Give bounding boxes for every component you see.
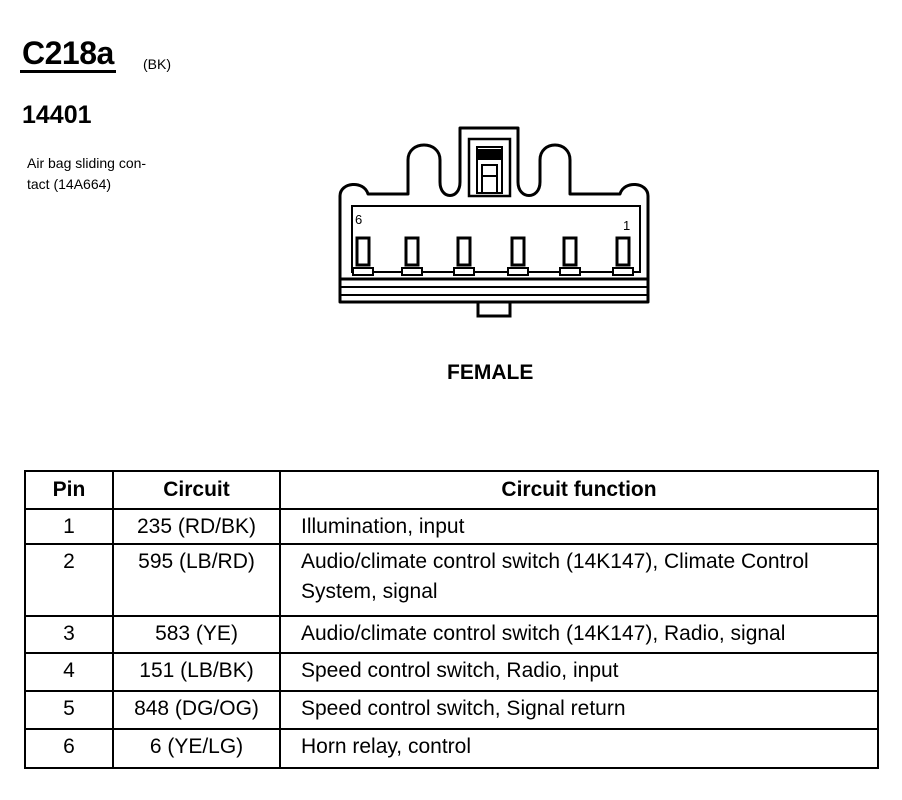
description-line-2: tact (14A664) [27,176,112,192]
header-pin: Pin [25,471,113,509]
latch-housing [469,139,510,196]
table-row [25,544,878,616]
pin-slot-5 [406,238,418,265]
connector-id-title: C218a [22,35,114,71]
table-row [25,653,878,691]
pin-slot-4 [458,238,470,265]
pin-cell: 5 [25,691,113,729]
header-circuit-function: Circuit function [280,471,878,509]
circuit-cell: 151 (LB/BK) [113,653,280,691]
table-header-row [25,471,878,509]
pin-cell: 1 [25,509,113,544]
header-circuit: Circuit [113,471,280,509]
connector-face-drawing [330,120,660,325]
pin-slot-6 [357,238,369,265]
description-line-1: Air bag sliding con- [27,155,147,171]
bottom-key-tab [478,302,510,316]
pin-slot-3 [512,238,524,265]
pin-slot-2 [564,238,576,265]
table-row [25,616,878,653]
circuit-cell: 583 (YE) [113,616,280,653]
circuit-cell: 6 (YE/LG) [113,729,280,768]
connector-gender-label: FEMALE [447,361,534,384]
table-row [25,729,878,768]
function-cell: Speed control switch, Signal return [280,691,878,729]
function-cell: Speed control switch, Radio, input [280,653,878,691]
pin-cell: 6 [25,729,113,768]
part-number: 14401 [22,101,92,129]
pin-cell: 2 [25,544,113,616]
circuit-cell: 595 (LB/RD) [113,544,280,616]
table-row [25,509,878,544]
pin-cell: 4 [25,653,113,691]
pin-label-1: 1 [623,218,631,233]
pin-slot-1 [617,238,629,265]
pinout-table [24,470,879,769]
function-cell: Illumination, input [280,509,878,544]
function-cell: Audio/climate control switch (14K147), Climate Control System, signal [280,544,878,616]
table-row [25,691,878,729]
connector-color-label: (BK) [143,56,171,72]
circuit-cell: 235 (RD/BK) [113,509,280,544]
function-cell: Audio/climate control switch (14K147), Radio, signal [280,616,878,653]
pin-cell: 3 [25,616,113,653]
pin-label-6: 6 [355,212,363,227]
function-cell: Horn relay, control [280,729,878,768]
circuit-cell: 848 (DG/OG) [113,691,280,729]
component-description [27,153,146,195]
